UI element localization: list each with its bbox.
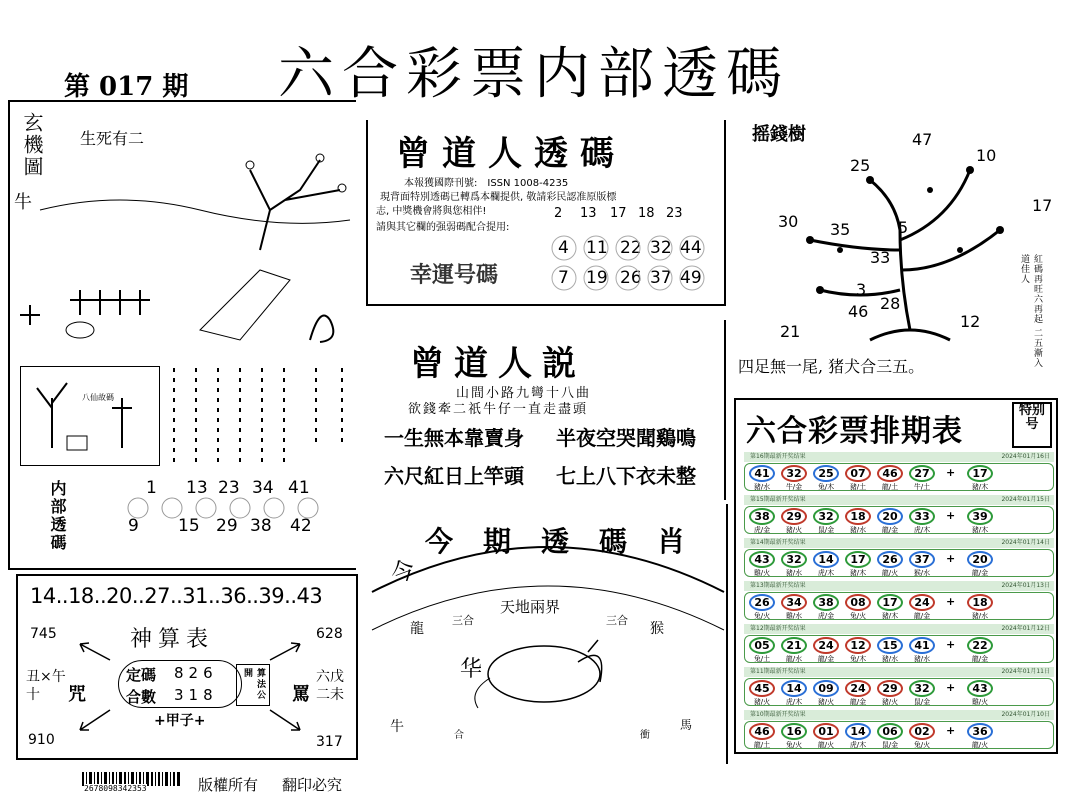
draw-balls <box>744 721 1054 749</box>
draw-balls <box>744 635 1054 663</box>
ball-zodiac: 豬/水 <box>753 483 771 491</box>
num: 30 <box>778 212 799 231</box>
number-ball: 24 <box>845 680 871 697</box>
suanfa-label: 算法公開 <box>242 668 265 701</box>
draw-result-header <box>744 667 1054 677</box>
poem-line-2b: 七上八下衣未整 <box>556 464 696 488</box>
money-tree-title: 摇錢樹 <box>752 124 806 145</box>
ding-label: 定碼 <box>126 666 157 684</box>
num: 21 <box>780 322 801 341</box>
num: 41 <box>288 478 310 498</box>
number-ball: 12 <box>845 637 871 654</box>
num: 5 <box>898 218 909 237</box>
num: 38 <box>250 516 272 536</box>
draw-result-header <box>744 495 1054 505</box>
num: 46 <box>848 302 869 321</box>
draw-result-row <box>744 538 1054 578</box>
notice-line-2: 現背面特別透碼已轉爲本欄提供, 敬請彩民認准原版標 <box>380 192 617 203</box>
money-tree-numbers <box>750 130 1053 355</box>
money-tree-caption: 四足無一尾, 猪犬合三五。 <box>738 357 925 376</box>
ball-zodiac: 龍/火 <box>881 569 899 577</box>
ball-zodiac: 龍/金 <box>881 526 899 534</box>
num: 2 <box>554 206 563 221</box>
ball-zodiac: 豬/火 <box>753 698 771 706</box>
num: 47 <box>912 130 933 149</box>
draw-date: 2024年01月13日 <box>1001 582 1050 589</box>
num: 26 <box>620 268 642 288</box>
num: 44 <box>680 238 702 258</box>
ball-zodiac: 牛/金 <box>785 483 803 491</box>
number-ball: 14 <box>781 680 807 697</box>
num: 49 <box>680 268 702 288</box>
special-ball: 20 <box>967 551 993 568</box>
number-ball: 29 <box>877 680 903 697</box>
script-columns <box>166 362 356 470</box>
num: 19 <box>586 268 608 288</box>
corner-bl: 910 <box>28 732 55 748</box>
draw-title: 第15期最新开奖结果 <box>750 496 806 503</box>
ball-zodiac: 龍/金 <box>971 655 989 663</box>
number-ball: 32 <box>781 465 807 482</box>
neibu-label: 内部透碼 <box>48 480 67 552</box>
plus-sign: + <box>946 681 956 694</box>
side-animal: 牛 <box>14 192 32 213</box>
draw-result-header <box>744 710 1054 720</box>
num: 13 <box>186 478 208 498</box>
number-ball: 32 <box>781 551 807 568</box>
notice-line-4: 請與其它欄的强弱碼配合提用: <box>376 222 510 233</box>
poem-line-1b: 半夜空哭聞鷄鳴 <box>556 426 696 450</box>
ball-zodiac: 鼠/金 <box>881 741 899 749</box>
ball-zodiac: 兔/火 <box>785 741 803 749</box>
ball-zodiac: 鼠/金 <box>913 698 931 706</box>
number-ball: 26 <box>749 594 775 611</box>
side-label: 玄機圖 <box>20 112 44 178</box>
special-ball: 22 <box>967 637 993 654</box>
schedule-title: 六合彩票排期表 <box>746 414 963 449</box>
num: 32 <box>650 238 672 258</box>
ball-zodiac: 豬/水 <box>849 526 867 534</box>
number-ball: 41 <box>749 465 775 482</box>
draw-title: 第13期最新开奖结果 <box>750 582 806 589</box>
number-ball: 14 <box>845 723 871 740</box>
draw-result-header <box>744 538 1054 548</box>
issue-number: 第 017 期 <box>64 72 189 102</box>
left-word: 咒 <box>68 684 86 705</box>
bottom-he: 合 <box>454 730 464 741</box>
ball-zodiac: 龍/火 <box>817 741 835 749</box>
number-ball: 05 <box>749 637 775 654</box>
number-ball: 25 <box>813 465 839 482</box>
jiazi-label: +甲子+ <box>154 713 206 729</box>
num: 11 <box>586 238 608 258</box>
zengdao-shuo-title: 曾道人説 <box>410 344 586 384</box>
he-label: 合數 <box>126 688 157 706</box>
draw-balls <box>744 549 1054 577</box>
lucky-circles <box>540 232 720 298</box>
special-ball: 39 <box>967 508 993 525</box>
plus-sign: + <box>946 552 956 565</box>
no-copy-text: 翻印必究 <box>282 776 343 794</box>
draw-title: 第11期最新开奖结果 <box>750 668 806 675</box>
number-ball: 01 <box>813 723 839 740</box>
number-ball: 07 <box>845 465 871 482</box>
num: 15 <box>178 516 200 536</box>
plus-sign: + <box>946 638 956 651</box>
shensuan-title: 神算表 <box>130 627 215 652</box>
ball-zodiac: 虎/木 <box>817 569 835 577</box>
ball-zodiac: 兔/火 <box>913 741 931 749</box>
number-ball: 24 <box>909 594 935 611</box>
ball-zodiac: 鼠/金 <box>817 526 835 534</box>
verse-2: 欲錢牽二祇牛仔一直走盡頭 <box>408 402 589 417</box>
bottom-chong: 衝 <box>640 730 650 741</box>
number-ball: 09 <box>813 680 839 697</box>
ball-zodiac: 龍/金 <box>817 655 835 663</box>
issn-line: 本報獲國際刊號: ISSN 1008-4235 <box>404 178 569 189</box>
ball-zodiac: 豬/水 <box>785 569 803 577</box>
number-ball: 08 <box>845 594 871 611</box>
num: 28 <box>880 294 901 313</box>
ball-zodiac: 豬/火 <box>785 526 803 534</box>
num: 25 <box>850 156 871 175</box>
num: 4 <box>558 238 569 258</box>
num: 35 <box>830 220 851 239</box>
num: 22 <box>620 238 642 258</box>
he-value: 318 <box>174 686 218 704</box>
right-riddle-chars: 六戊二未 <box>316 669 344 703</box>
number-ball: 32 <box>909 680 935 697</box>
jinqi-char-1: 今 <box>386 554 419 590</box>
ball-zodiac: 雞/水 <box>785 612 803 620</box>
number-ball: 24 <box>813 637 839 654</box>
ball-zodiac: 龍/水 <box>785 655 803 663</box>
ball-zodiac: 牛/土 <box>913 483 931 491</box>
draw-balls <box>744 506 1054 534</box>
number-ball: 38 <box>749 508 775 525</box>
ball-zodiac: 猴/水 <box>913 569 931 577</box>
ball-zodiac: 龍/金 <box>849 698 867 706</box>
corner-tr: 628 <box>316 626 343 642</box>
num: 9 <box>128 516 139 536</box>
number-ball: 37 <box>909 551 935 568</box>
number-ball: 14 <box>813 551 839 568</box>
number-ball: 16 <box>781 723 807 740</box>
left-sanhe: 三合 <box>452 614 474 627</box>
number-ball: 17 <box>845 551 871 568</box>
barcode-number: 2678098342353 <box>84 784 147 793</box>
bottom-left-animal: 牛 <box>390 719 404 735</box>
num: 17 <box>610 206 627 221</box>
draw-result-row <box>744 581 1054 621</box>
num: 33 <box>870 248 891 267</box>
page-title: 六合彩票内部透碼 <box>278 42 790 107</box>
num: 29 <box>216 516 238 536</box>
num: 12 <box>960 312 981 331</box>
draw-date: 2024年01月11日 <box>1001 668 1050 675</box>
ball-zodiac: 兔/土 <box>753 655 771 663</box>
ball-zodiac: 豬/土 <box>849 483 867 491</box>
mouse-char: 华 <box>460 657 483 682</box>
money-tree-side-text: 紅碼再旺六再起 二五漸入道佳人 <box>1019 254 1042 368</box>
num: 10 <box>976 146 997 165</box>
draw-title: 第12期最新开奖结果 <box>750 625 806 632</box>
ball-zodiac: 豬/木 <box>971 483 989 491</box>
number-ball: 02 <box>909 723 935 740</box>
copyright-text: 版權所有 <box>198 776 259 794</box>
left-riddle-chars: 丑×午十 <box>26 669 66 703</box>
draw-result-row <box>744 710 1054 750</box>
ball-zodiac: 豬/火 <box>817 698 835 706</box>
draw-balls <box>744 678 1054 706</box>
right-animal: 猴 <box>650 621 664 637</box>
bottom-horse: 馬 <box>680 718 693 732</box>
number-ball: 34 <box>781 594 807 611</box>
poem-line-1a: 一生無本靠賣身 <box>384 426 524 450</box>
num: 23 <box>218 478 240 498</box>
number-ball: 38 <box>813 594 839 611</box>
verse-1: 山間小路九彎十八曲 <box>456 386 592 401</box>
ball-zodiac: 龍/土 <box>881 483 899 491</box>
shensuan-number-line: 14..18..20..27..31..36..39..43 <box>30 584 323 608</box>
lucky-label: 幸運号碼 <box>410 262 499 288</box>
ball-zodiac: 虎/金 <box>753 526 771 534</box>
ball-zodiac: 虎/木 <box>849 741 867 749</box>
ball-zodiac: 兔/木 <box>817 483 835 491</box>
draw-result-row <box>744 452 1054 492</box>
special-ball: 36 <box>967 723 993 740</box>
plus-sign: + <box>946 595 956 608</box>
draw-result-row <box>744 495 1054 535</box>
num: 37 <box>650 268 672 288</box>
right-sanhe: 三合 <box>606 614 628 627</box>
draw-date: 2024年01月10日 <box>1001 711 1050 718</box>
number-ball: 45 <box>749 680 775 697</box>
number-ball: 33 <box>909 508 935 525</box>
number-ball: 06 <box>877 723 903 740</box>
ball-zodiac: 豬/火 <box>881 698 899 706</box>
plus-sign: + <box>946 509 956 522</box>
ball-zodiac: 虎/木 <box>913 526 931 534</box>
num: 18 <box>638 206 655 221</box>
number-ball: 18 <box>845 508 871 525</box>
number-ball: 43 <box>749 551 775 568</box>
riddle-sketch <box>20 130 360 360</box>
scene-sketch <box>22 368 158 464</box>
number-ball: 32 <box>813 508 839 525</box>
draw-result-header <box>744 452 1054 462</box>
number-ball: 17 <box>877 594 903 611</box>
ball-zodiac: 兔/火 <box>849 612 867 620</box>
ball-zodiac: 雞/火 <box>753 569 771 577</box>
draw-title: 第16期最新开奖结果 <box>750 453 806 460</box>
special-ball: 43 <box>967 680 993 697</box>
ball-zodiac: 兔/木 <box>849 655 867 663</box>
riddle-text: 生死有二 <box>80 129 145 148</box>
ball-zodiac: 豬/水 <box>971 612 989 620</box>
draw-balls <box>744 463 1054 491</box>
notice-line-3: 志, 中獎機會將與您相伴! <box>376 206 487 217</box>
poem-line-2a: 六尺紅日上竿頭 <box>384 464 524 488</box>
ball-zodiac: 兔/火 <box>753 612 771 620</box>
ball-zodiac: 豬/木 <box>971 526 989 534</box>
num: 42 <box>290 516 312 536</box>
corner-br: 317 <box>316 734 343 750</box>
number-ball: 46 <box>749 723 775 740</box>
num: 23 <box>666 206 683 221</box>
ball-zodiac: 雞/火 <box>971 698 989 706</box>
draw-date: 2024年01月16日 <box>1001 453 1050 460</box>
num: 34 <box>252 478 274 498</box>
right-word: 罵 <box>292 684 310 705</box>
zengdao-tou-title: 曾道人透碼 <box>396 134 626 174</box>
ding-value: 826 <box>174 664 218 682</box>
number-ball: 46 <box>877 465 903 482</box>
num: 3 <box>856 280 867 299</box>
special-ball: 17 <box>967 465 993 482</box>
ball-zodiac: 龍/金 <box>971 569 989 577</box>
draw-date: 2024年01月15日 <box>1001 496 1050 503</box>
number-ball: 15 <box>877 637 903 654</box>
ball-zodiac: 豬/水 <box>881 655 899 663</box>
draw-title: 第10期最新开奖结果 <box>750 711 806 718</box>
draw-result-row <box>744 624 1054 664</box>
number-grid-lines <box>120 492 330 552</box>
tebie-label: 特别号 <box>1018 403 1045 432</box>
jinqi-center: 天地兩界 <box>500 598 561 616</box>
ball-zodiac: 豬/木 <box>881 612 899 620</box>
ball-zodiac: 豬/水 <box>913 655 931 663</box>
draw-result-header <box>744 581 1054 591</box>
number-ball: 20 <box>877 508 903 525</box>
draw-title: 第14期最新开奖结果 <box>750 539 806 546</box>
num: 1 <box>146 478 157 498</box>
draw-result-row <box>744 667 1054 707</box>
number-ball: 29 <box>781 508 807 525</box>
draw-balls <box>744 592 1054 620</box>
jinqi-title: 今期透碼肖 <box>424 525 715 558</box>
corner-tl: 745 <box>30 626 57 642</box>
ball-zodiac: 虎/木 <box>785 698 803 706</box>
plus-sign: + <box>946 724 956 737</box>
num: 17 <box>1032 196 1053 215</box>
draw-date: 2024年01月12日 <box>1001 625 1050 632</box>
number-ball: 27 <box>909 465 935 482</box>
plus-sign: + <box>946 466 956 479</box>
draw-date: 2024年01月14日 <box>1001 539 1050 546</box>
left-animal: 龍 <box>410 621 424 637</box>
number-ball: 41 <box>909 637 935 654</box>
ball-zodiac: 龍/土 <box>753 741 771 749</box>
draw-result-header <box>744 624 1054 634</box>
num: 13 <box>580 206 597 221</box>
ball-zodiac: 龍/火 <box>971 741 989 749</box>
ball-zodiac: 虎/金 <box>817 612 835 620</box>
num: 7 <box>558 268 569 288</box>
special-ball: 18 <box>967 594 993 611</box>
ball-zodiac: 豬/木 <box>849 569 867 577</box>
number-ball: 26 <box>877 551 903 568</box>
scene-caption: 八仙故碼 <box>82 393 114 402</box>
number-ball: 21 <box>781 637 807 654</box>
ball-zodiac: 龍/金 <box>913 612 931 620</box>
